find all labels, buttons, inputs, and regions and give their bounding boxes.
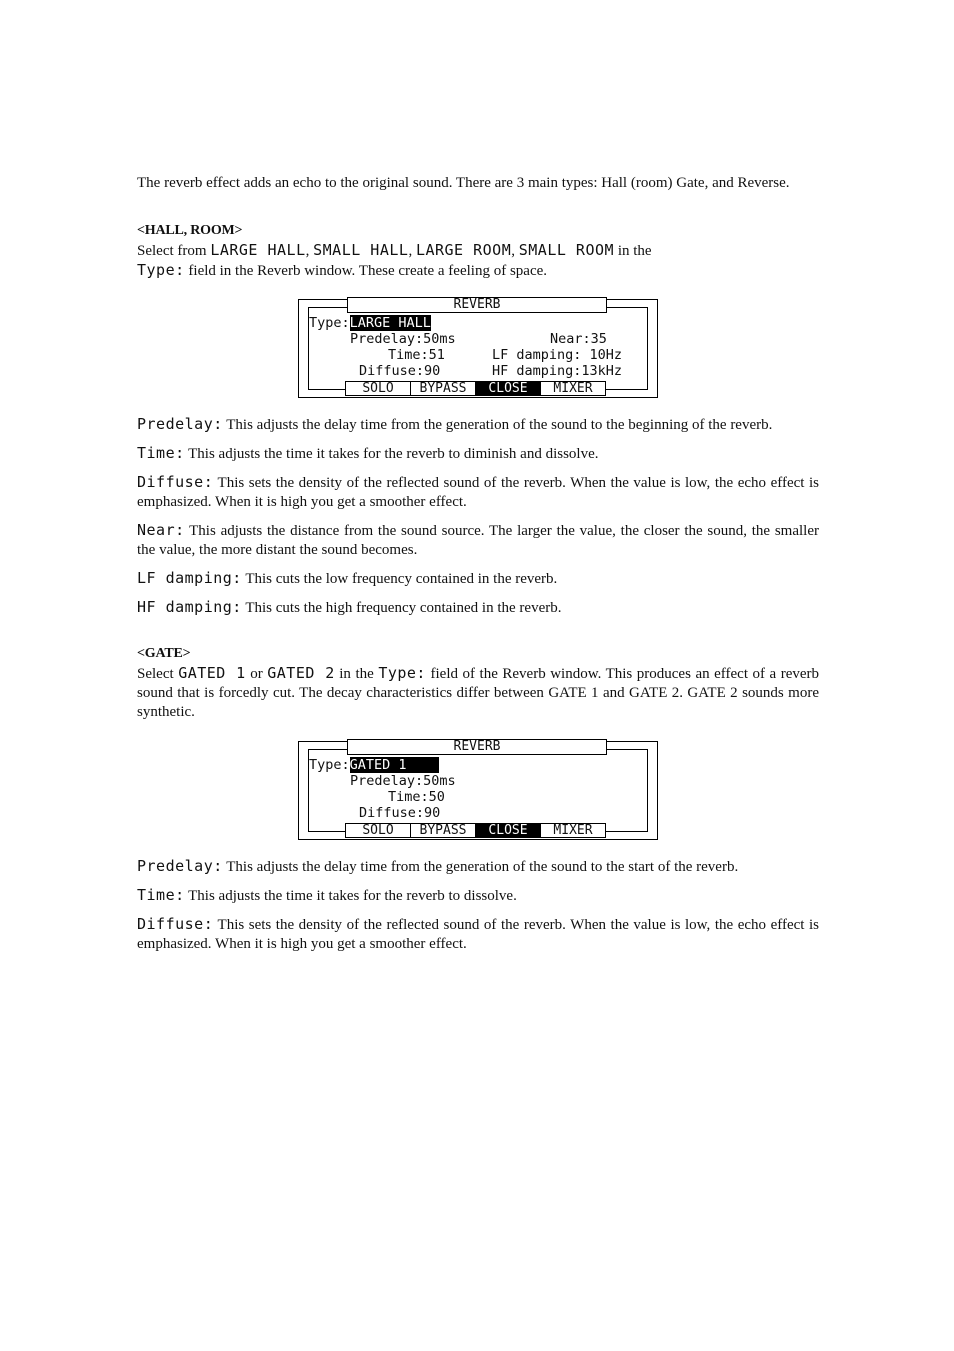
gate-description: Select GATED 1 or GATED 2 in the Type: field of the Reverb window. This produces an effect of a reverb sound that is forcedly cut. The decay characteristics differ between GATE 1 and GATE 2. GATE 2 sounds more synthetic. — [137, 664, 820, 720]
gate-heading: <GATE> — [137, 646, 191, 661]
type-value[interactable]: LARGE HALL — [349, 315, 431, 331]
type-field-ref: Type: — [137, 261, 185, 279]
option-large-room: LARGE ROOM — [415, 241, 512, 259]
mixer-button[interactable]: MIXER — [540, 823, 606, 838]
type-field-ref: Type: — [378, 664, 426, 682]
window-title: REVERB — [347, 297, 607, 313]
close-button[interactable]: CLOSE — [475, 381, 540, 396]
type-value[interactable]: GATED 1 — [349, 757, 440, 773]
option-small-hall: SMALL HALL — [313, 241, 409, 259]
diffuse-desc: Diffuse: This sets the density of the reflected sound of the reverb. When the value is low, the echo effect is emphasized. When it is high you get a smoother effect. — [137, 473, 819, 510]
bypass-button[interactable]: BYPASS — [410, 381, 475, 396]
mixer-button[interactable]: MIXER — [540, 381, 606, 396]
params-hall — [137, 415, 819, 618]
button-bar — [345, 823, 606, 837]
option-large-hall: LARGE HALL — [210, 241, 306, 259]
hf-damping-desc: HF damping: This cuts the high frequency contained in the reverb. — [137, 598, 562, 616]
solo-button[interactable]: SOLO — [345, 823, 410, 838]
diffuse-param[interactable]: Diffuse:90 — [359, 805, 441, 821]
window-title: REVERB — [347, 739, 607, 755]
hf-damping-param[interactable]: HF damping:13kHz — [492, 363, 623, 379]
bypass-button[interactable]: BYPASS — [410, 823, 475, 838]
hall-description: Select from LARGE HALL, SMALL HALL, LARGE ROOM, SMALL ROOM in the Type: field in the Reverb window. These create a feeling of space. — [137, 241, 652, 279]
reverb-window-hall — [298, 299, 658, 398]
time-desc: Time: This adjusts the time it takes for the reverb to dissolve. — [137, 886, 517, 904]
type-row: Type:GATED 1 — [309, 757, 440, 773]
gate-section — [137, 644, 819, 722]
intro-paragraph — [137, 174, 819, 193]
diffuse-desc: Diffuse: This sets the density of the reflected sound of the reverb. When the value is low, the echo effect is emphasized. When it is high you get a smoother effect. — [137, 915, 819, 952]
time-param[interactable]: Time:51 — [388, 347, 445, 363]
hall-heading: <HALL, ROOM> — [137, 223, 243, 238]
type-row: Type:LARGE HALL — [309, 315, 431, 331]
time-param[interactable]: Time:50 — [388, 789, 445, 805]
intro-text: The reverb effect adds an echo to the original sound. There are 3 main types: Hall (room) Gate, and Reverse. — [137, 175, 790, 191]
hall-section — [137, 221, 819, 281]
lf-damping-param[interactable]: LF damping: 10Hz — [492, 347, 623, 363]
near-param[interactable]: Near:35 — [550, 331, 607, 347]
solo-button[interactable]: SOLO — [345, 381, 410, 396]
near-desc: Near: This adjusts the distance from the sound source. The larger the value, the closer the sound, the smaller the value, the more distant the sound becomes. — [137, 521, 819, 558]
button-bar — [345, 381, 606, 395]
predelay-desc: Predelay: This adjusts the delay time from the generation of the sound to the start of the reverb. — [137, 857, 739, 875]
predelay-param[interactable]: Predelay:50ms — [350, 331, 456, 347]
params-gate — [137, 857, 819, 954]
predelay-desc: Predelay: This adjusts the delay time from the generation of the sound to the beginning of the reverb. — [137, 415, 773, 433]
diffuse-param[interactable]: Diffuse:90 — [359, 363, 441, 379]
option-gated-2: GATED 2 — [267, 664, 335, 682]
option-small-room: SMALL ROOM — [518, 241, 615, 259]
option-gated-1: GATED 1 — [178, 664, 246, 682]
reverb-window-gate — [298, 741, 658, 840]
time-desc: Time: This adjusts the time it takes for the reverb to diminish and dissolve. — [137, 444, 599, 462]
close-button[interactable]: CLOSE — [475, 823, 540, 838]
predelay-param[interactable]: Predelay:50ms — [350, 773, 456, 789]
lf-damping-desc: LF damping: This cuts the low frequency contained in the reverb. — [137, 569, 558, 587]
